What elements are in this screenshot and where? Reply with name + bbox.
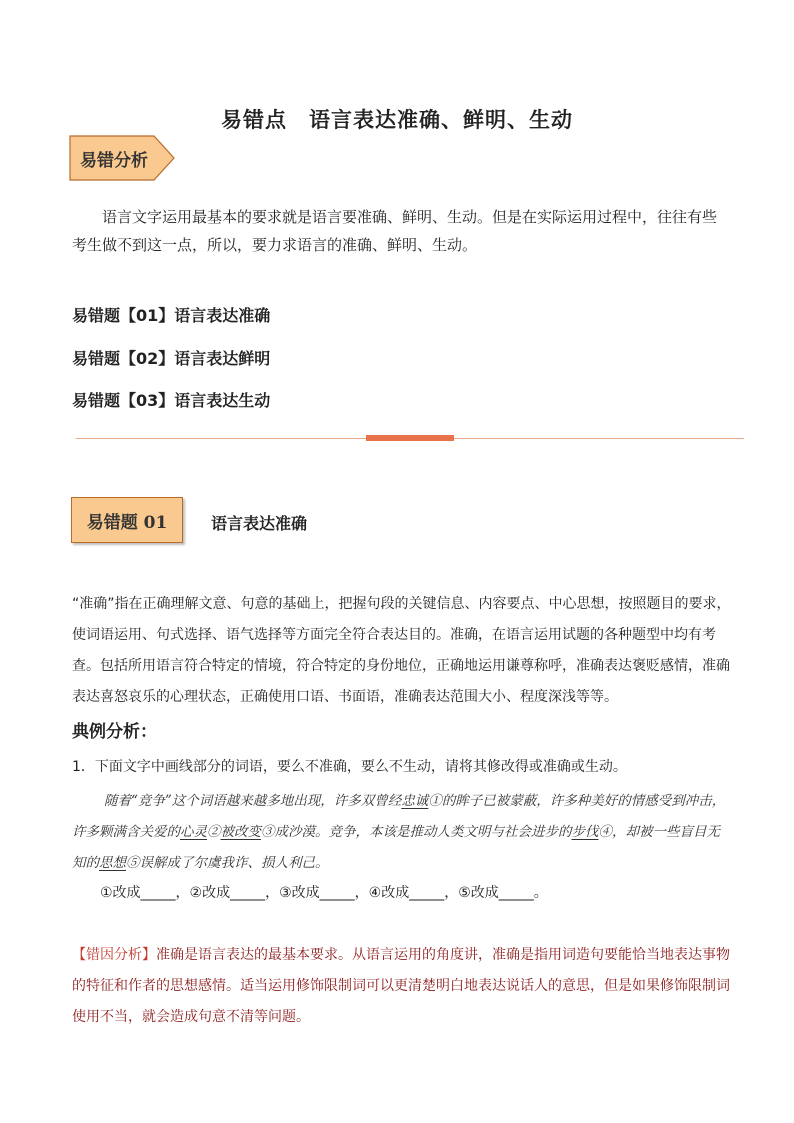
section01-tag-label: 易错题 01 bbox=[86, 512, 168, 533]
intro-paragraph: 语言文字运用最基本的要求就是语言要准确、鲜明、生动。但是在实际运用过程中，往往有些考生做不到这一点，所以，要力求语言的准确、鲜明、生动。 bbox=[72, 208, 718, 254]
marker-5: ⑤ bbox=[126, 855, 140, 871]
marker-1: ① bbox=[428, 793, 442, 809]
underlined-word-4: 步伐 bbox=[571, 824, 599, 840]
underlined-word-2: 心灵 bbox=[180, 824, 207, 840]
title-prefix: 易错点 bbox=[221, 107, 287, 132]
toc-item-03: 易错题【03】语言表达生动 bbox=[72, 391, 271, 410]
error-analysis-text: 准确是语言表达的最基本要求。从语言运用的角度讲，准确是指用词造句要能恰当地表达事物的特征和作者的思想感情。适当运用修饰限制词可以更清楚明白地表达说话人的意思，但是如果修饰限制词使用不当，就会造成句意不清等问题。 bbox=[72, 947, 730, 1025]
passage-text: 随着“竞争”这个词语越来越多地出现，许多双曾经 bbox=[104, 793, 402, 809]
page-title bbox=[0, 104, 794, 134]
question-passage bbox=[72, 786, 732, 879]
error-analysis-label: 【错因分析】 bbox=[72, 947, 156, 963]
example-heading: 典例分析： bbox=[72, 722, 157, 742]
marker-2: ② bbox=[207, 824, 221, 840]
section-divider-accent bbox=[366, 435, 454, 441]
passage-text: 成沙漠。竞争，本该是推动人类文明与社会进步的 bbox=[274, 824, 572, 840]
marker-3: ③ bbox=[261, 824, 275, 840]
title-main: 语言表达准确、鲜明、生动 bbox=[309, 107, 573, 132]
answer-blanks: ①改成_____，②改成_____，③改成_____，④改成_____，⑤改成_____。 bbox=[100, 885, 548, 901]
toc-item-01: 易错题【01】语言表达准确 bbox=[72, 306, 271, 325]
passage-text: 误解成了尔虞我诈、损人利己。 bbox=[139, 855, 329, 871]
underlined-word-5: 思想 bbox=[99, 855, 126, 871]
error-analysis bbox=[72, 940, 736, 1033]
underlined-word-1: 忠诚 bbox=[401, 793, 429, 809]
passage-text: ，却被一些盲目无知的 bbox=[72, 824, 720, 871]
analysis-tag-label: 易错分析 bbox=[80, 151, 148, 171]
passage-text: 的眸子已被蒙蔽，许多种美好的情感受到冲击，许多颗满含关爱的 bbox=[72, 793, 726, 840]
definition-paragraph: “准确”指在正确理解文意、句意的基础上，把握句段的关键信息、内容要点、中心思想，按照题目的要求，使词语运用、句式选择、语气选择等方面完全符合表达目的。准确，在语言运用试题的各种题型中均有考查。包括所用语言符合特定的情境，符合特定的身份地位，正确地运用谦尊称呼，准确表达褒贬感情，准确表达喜怒哀乐的心理状态，正确使用口语、书面语，准确表达范围大小、程度深浅等等。 bbox=[72, 596, 731, 705]
toc-item-02: 易错题【02】语言表达鲜明 bbox=[72, 349, 271, 368]
section01-tag bbox=[71, 497, 183, 543]
underlined-word-3: 被改变 bbox=[220, 824, 261, 840]
marker-4: ④ bbox=[598, 824, 612, 840]
question-1: 1．下面文字中画线部分的词语，要么不准确，要么不生动，请将其修改得或准确或生动。 bbox=[72, 759, 627, 775]
section01-title: 语言表达准确 bbox=[211, 514, 308, 533]
